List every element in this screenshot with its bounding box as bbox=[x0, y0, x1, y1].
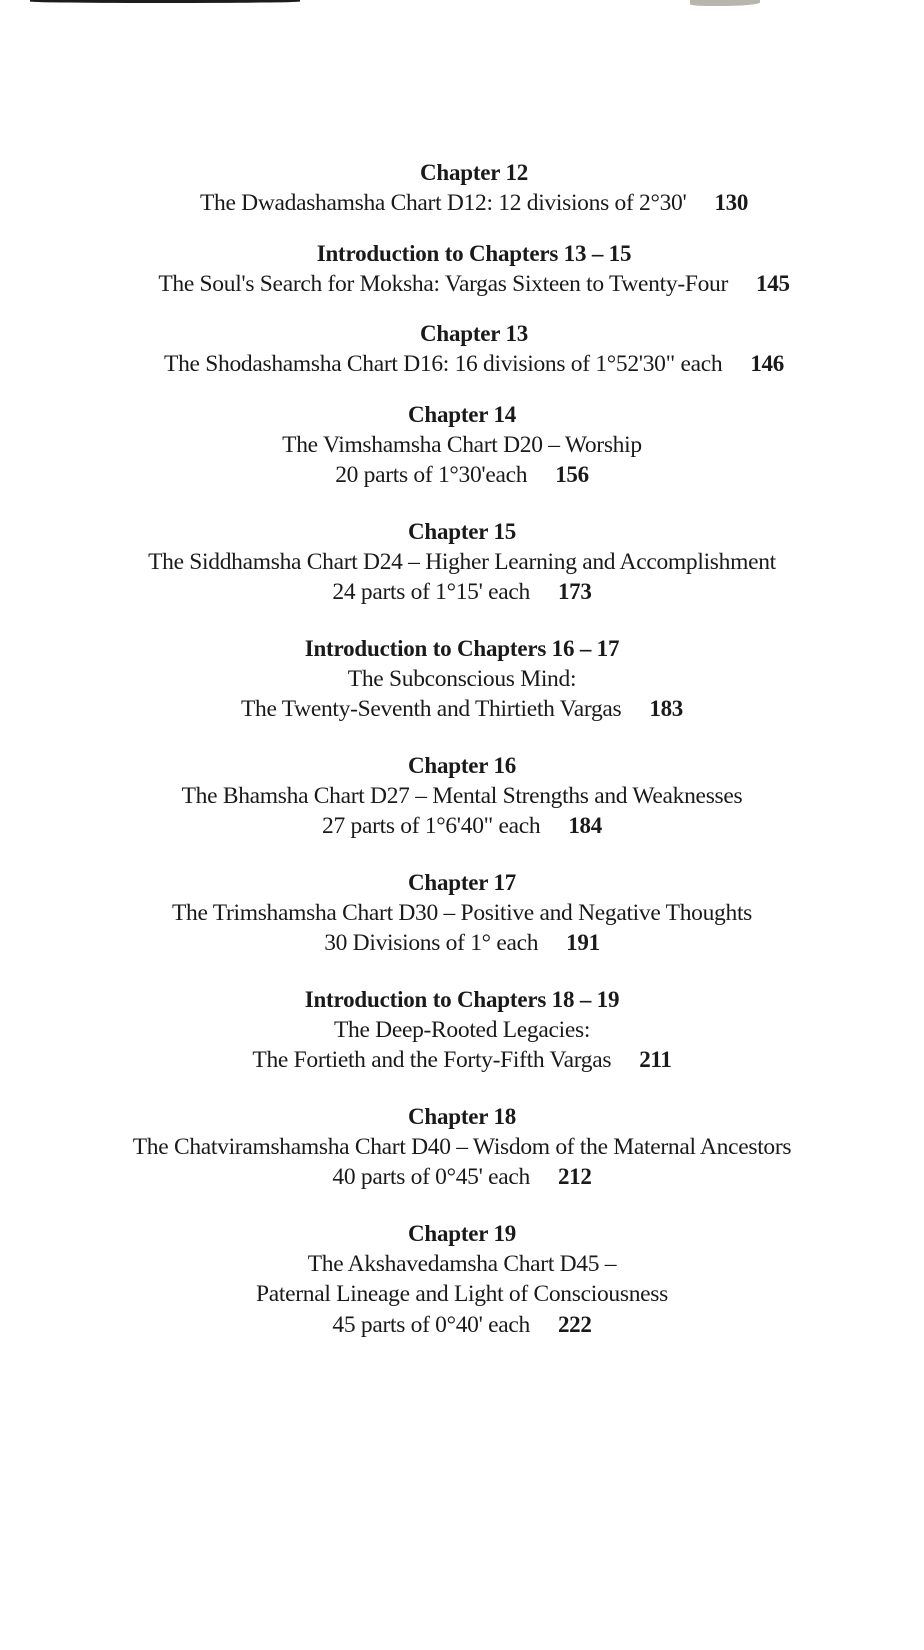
toc-entry-subtitle: 27 parts of 1°6'40" each bbox=[322, 813, 541, 839]
toc-entry-subtitle: 30 Divisions of 1° each bbox=[324, 930, 539, 956]
toc-entry-heading: Introduction to Chapters 18 – 19 bbox=[304, 986, 620, 1012]
toc-page-number: 222 bbox=[557, 1311, 592, 1337]
toc-page-number: 191 bbox=[566, 930, 600, 955]
toc-entry-line bbox=[0, 694, 924, 725]
toc-page-number: 212 bbox=[557, 1164, 592, 1189]
toc-entry-chapter-18[interactable] bbox=[0, 1102, 924, 1193]
toc-page-number: 183 bbox=[649, 696, 684, 721]
toc-entry-line: The Siddhamsha Chart D24 – Higher Learning and Accomplishment bbox=[148, 548, 776, 575]
toc-entry-line: The Akshavedamsha Chart D45 – bbox=[307, 1250, 617, 1277]
toc-entry-line: The Bhamsha Chart D27 – Mental Strengths and Weaknesses bbox=[181, 782, 743, 809]
toc-entry-chapter-13[interactable] bbox=[12, 319, 924, 380]
toc-entry-line: The Chatviramshamsha Chart D40 – Wisdom of the Maternal Ancestors bbox=[132, 1133, 792, 1160]
toc-entry-chapter-19[interactable] bbox=[0, 1219, 924, 1341]
toc-entry-line: The Trimshamsha Chart D30 – Positive and Negative Thoughts bbox=[171, 899, 753, 926]
toc-page-number: 211 bbox=[639, 1047, 672, 1072]
toc-entry-line bbox=[0, 1310, 924, 1341]
toc-entry-line: The Vimshamsha Chart D20 – Worship bbox=[282, 431, 642, 458]
toc-entry-heading: Chapter 17 bbox=[407, 869, 517, 895]
page-edge-shadow bbox=[690, 0, 760, 6]
toc-entry-line bbox=[12, 269, 924, 300]
toc-entry-title: The Shodashamsha Chart D16: 16 divisions of 1°52'30" each bbox=[164, 351, 723, 377]
toc-entry-heading: Introduction to Chapters 16 – 17 bbox=[304, 635, 620, 661]
page-edge-shadow bbox=[30, 0, 300, 3]
toc-entry-intro-18-19[interactable] bbox=[0, 985, 924, 1076]
toc-entry-line bbox=[0, 460, 924, 491]
toc-page-number: 156 bbox=[555, 462, 589, 487]
toc-entry-chapter-17[interactable] bbox=[0, 868, 924, 959]
toc-entry-line bbox=[0, 1162, 924, 1193]
toc-entry-chapter-14[interactable] bbox=[0, 400, 924, 491]
toc-entry-heading: Chapter 13 bbox=[419, 321, 529, 346]
toc-page-number: 145 bbox=[756, 270, 790, 296]
toc-entry-heading: Chapter 19 bbox=[407, 1220, 517, 1246]
toc-entry-line: The Deep-Rooted Legacies: bbox=[333, 1016, 591, 1043]
toc-entry-line bbox=[12, 349, 924, 380]
toc-entry-title: The Soul's Search for Moksha: Vargas Sixteen to Twenty-Four bbox=[158, 270, 729, 297]
toc-entry-line bbox=[0, 577, 924, 608]
toc-entry-intro-16-17[interactable] bbox=[0, 634, 924, 725]
toc-entry-line: The Subconscious Mind: bbox=[347, 665, 577, 692]
toc-page-number: 130 bbox=[714, 190, 749, 215]
toc-entry-subtitle: 45 parts of 0°40' each bbox=[332, 1311, 530, 1338]
toc-entry-chapter-16[interactable] bbox=[0, 751, 924, 842]
toc-entry-heading: Chapter 12 bbox=[419, 160, 529, 185]
toc-entry-heading: Chapter 14 bbox=[407, 401, 517, 427]
toc-entry-line bbox=[0, 811, 924, 842]
toc-entry-intro-13-15[interactable] bbox=[12, 239, 924, 300]
table-of-contents bbox=[0, 158, 924, 1360]
toc-entry-subtitle: The Fortieth and the Forty-Fifth Vargas bbox=[252, 1047, 612, 1073]
toc-page-number: 184 bbox=[568, 813, 602, 838]
toc-entry-chapter-15[interactable] bbox=[0, 517, 924, 608]
toc-entry-heading: Introduction to Chapters 13 – 15 bbox=[316, 240, 632, 266]
toc-entry-title: The Dwadashamsha Chart D12: 12 divisions of 2°30' bbox=[199, 190, 687, 216]
toc-entry-heading: Chapter 18 bbox=[407, 1103, 517, 1129]
toc-entry-heading: Chapter 15 bbox=[407, 518, 517, 544]
toc-page-number: 173 bbox=[557, 579, 592, 604]
toc-entry-heading: Chapter 16 bbox=[407, 752, 517, 778]
toc-entry-line: Paternal Lineage and Light of Consciousness bbox=[256, 1281, 668, 1307]
toc-entry-subtitle: 24 parts of 1°15' each bbox=[332, 579, 530, 605]
toc-entry-line bbox=[12, 188, 924, 219]
toc-entry-chapter-12[interactable] bbox=[12, 158, 924, 219]
toc-entry-line bbox=[0, 1045, 924, 1076]
toc-page-number: 146 bbox=[750, 351, 784, 376]
toc-entry-subtitle: 40 parts of 0°45' each bbox=[332, 1164, 530, 1190]
toc-entry-subtitle: 20 parts of 1°30'each bbox=[335, 462, 528, 488]
toc-entry-subtitle: The Twenty-Seventh and Thirtieth Vargas bbox=[240, 696, 622, 722]
toc-entry-line bbox=[0, 928, 924, 959]
